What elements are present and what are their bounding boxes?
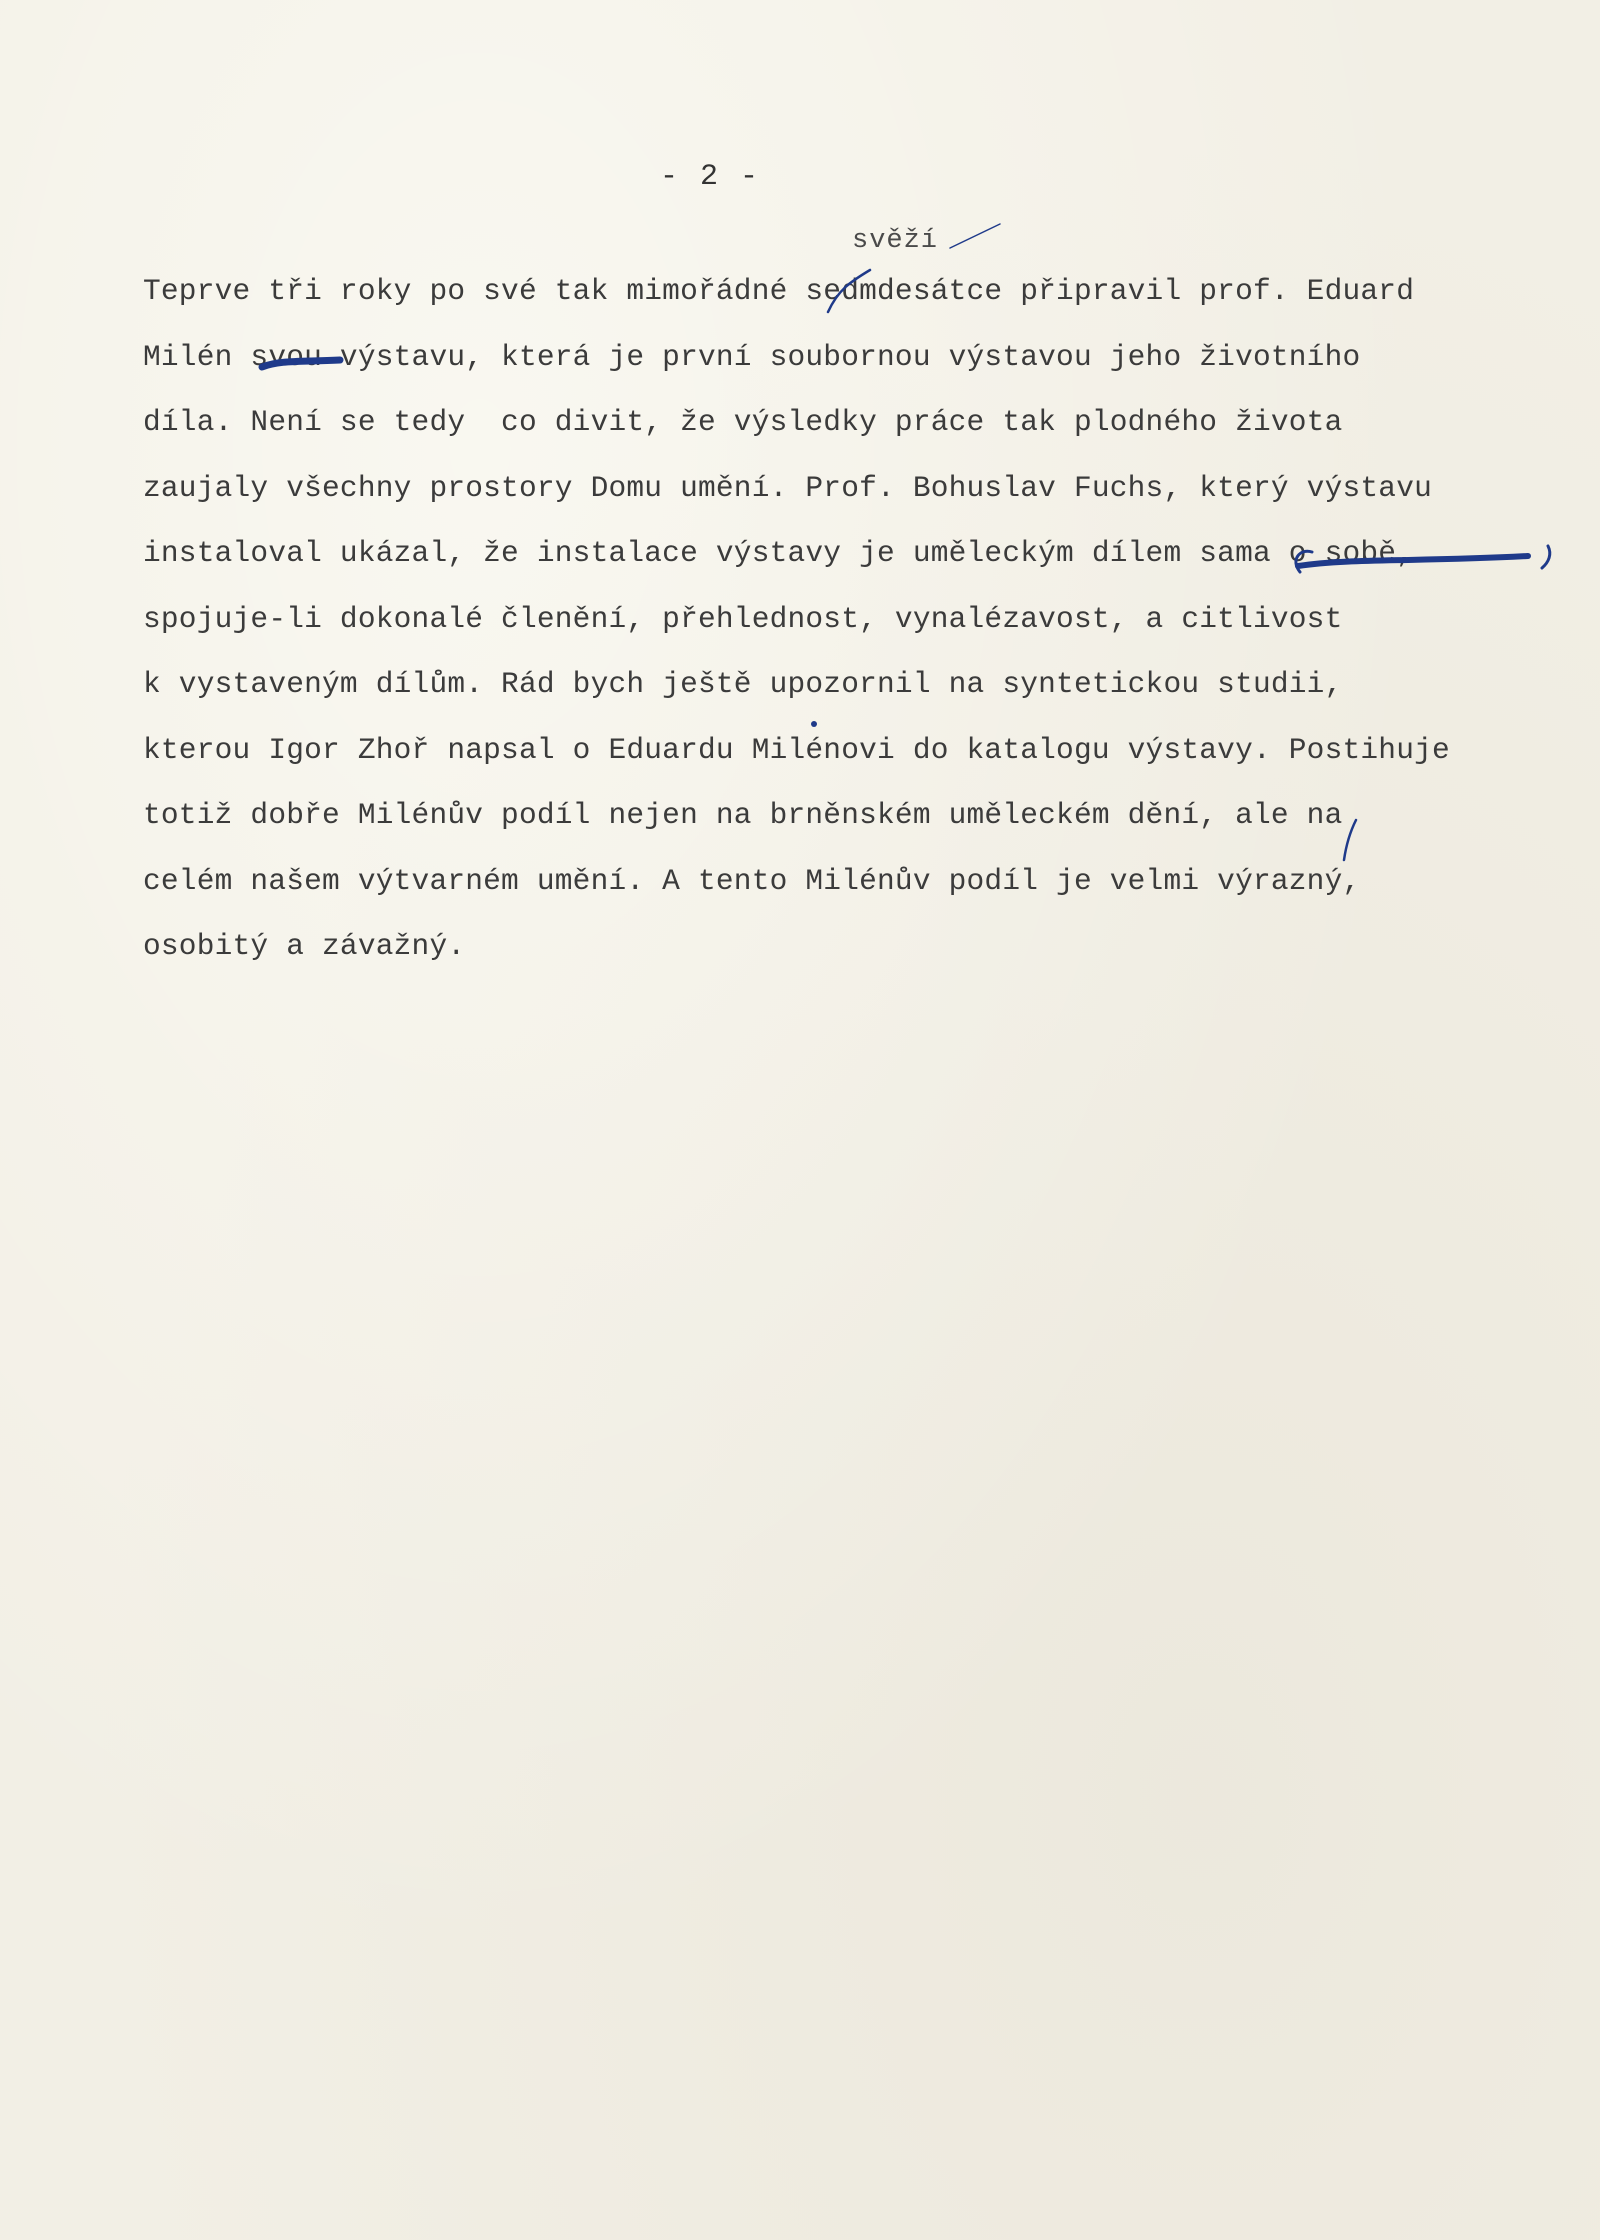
text-line: totiž dobře Milénův podíl nejen na brněnském uměleckém dění, ale na <box>143 798 1343 832</box>
page-number: - 2 - <box>659 160 760 194</box>
text-line: díla. Není se tedy co divit, že výsledky práce tak plodného života <box>143 405 1343 439</box>
insertion-mark-tail <box>950 224 1000 248</box>
text-line: Teprve tři roky po své tak mimořádné sedmdesátce připravil prof. Eduard <box>143 274 1415 308</box>
text-line: Milén svou výstavu, která je první soubornou výstavou jeho životního <box>143 339 1361 374</box>
paragraph <box>143 268 1583 989</box>
text-line: kterou Igor Zhoř napsal o Eduardu Milénovi do katalogu výstavy. Postihuje <box>143 732 1450 767</box>
text-line: spojuje-li dokonalé členění, přehlednost, vynalézavost, a citlivost <box>143 601 1343 636</box>
text-line: instaloval ukázal, že instalace výstavy je uměleckým dílem sama o sobě, <box>143 536 1415 570</box>
text-line: k vystaveným dílům. Rád bych ještě upozornil na syntetickou studii, <box>143 667 1343 701</box>
text-line: zaujaly všechny prostory Domu umění. Prof. Bohuslav Fuchs, který výstavu <box>143 470 1433 505</box>
handwritten-insert: svěží <box>852 226 939 256</box>
text-line: osobitý a závažný. <box>143 929 466 963</box>
text-line: celém našem výtvarném umění. A tento Milénův podíl je velmi výrazný, <box>143 863 1361 898</box>
